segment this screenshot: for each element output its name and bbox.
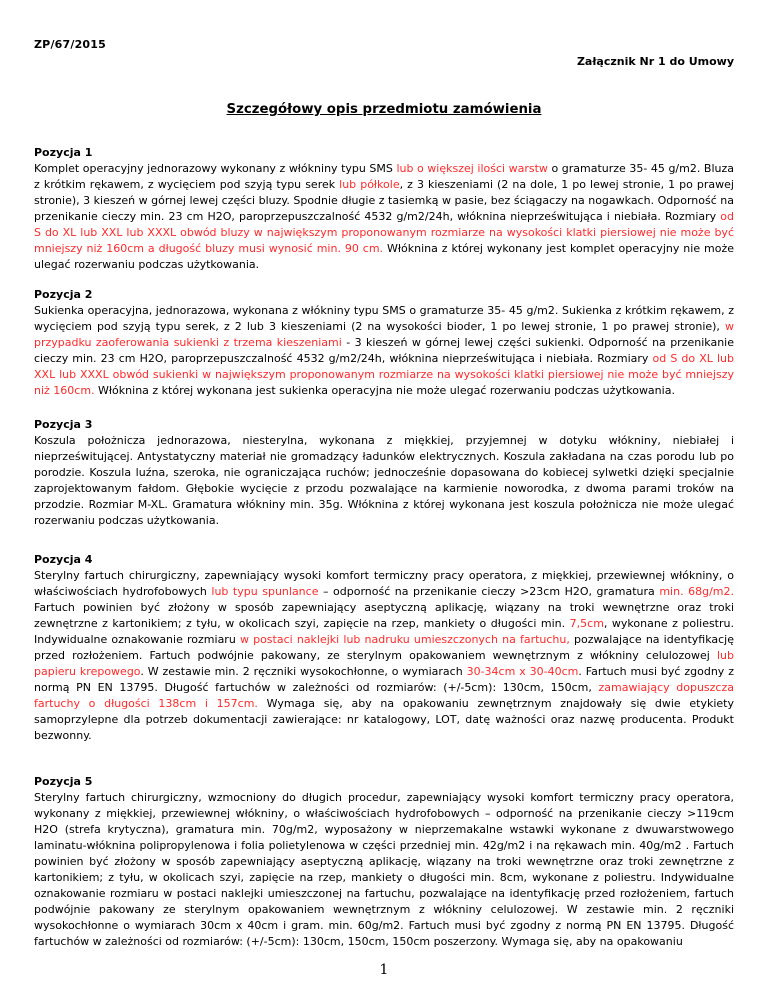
position-heading: Pozycja 3 bbox=[34, 418, 93, 431]
description-text: Sterylny fartuch chirurgiczny, wzmocniony do długich procedur, zapewniający wysoki komfort termiczny pracy operatora, wykonany z miękkiej, przewiewnej włókniny, o właściwościach hydrofobowych – odporność na przenikanie cieczy >119cm H2O (strefa krytyczna), gramatura min. 70g/m2, wyposażony w nieprzemakalne wstawki wykonane z dwuwarstwowego laminatu-włóknina polipropylenowa i folia polietylenowa w części przedniej min. 42g/m2 i na rękawach min. 40g/m2 . Fartuch powinien być złożony w sposób zapewniający aseptyczną aplikację, wiązany na troki wewnętrzne oraz troki zewnętrzne z kartonikiem; z tyłu, w okolicach szyi, zapięcie na rzep, mankiety o długości min. 8cm, wykonane z poliestru. Indywidualne oznakowanie rozmiaru w postaci naklejki umieszczonej na fartuchu, pozwalające na identyfikację przed rozłożeniem, fartuch podwójnie pakowany ze sterylnym opakowaniem wewnętrznym z włókniny celulozowej. W zestawie min. 2 ręczniki wysokochłonne o wymiarach 30cm x 40cm i gram. min. 60g/m2. Fartuch musi być zgodny z normą PN EN 13795. Długość fartuchów w zależności od rozmiarów: (+/-5cm): 130cm, 150cm, 150cm poszerzony. Wymaga się, aby na opakowaniu bbox=[34, 791, 734, 948]
highlighted-text: w postaci naklejki lub nadruku umieszczonych na fartuchu, bbox=[239, 633, 570, 646]
description-text: – odporność na przenikanie cieczy >23cm H2O, gramatura bbox=[318, 585, 660, 598]
highlighted-text: lub papieru krepowego bbox=[34, 649, 734, 678]
highlighted-text: min. 68g/m2. bbox=[659, 585, 734, 598]
annex-label: Załącznik Nr 1 do Umowy bbox=[576, 55, 734, 68]
document-page bbox=[34, 38, 734, 950]
section-spacer bbox=[34, 399, 734, 417]
position-heading: Pozycja 1 bbox=[34, 146, 93, 159]
position-heading: Pozycja 2 bbox=[34, 288, 93, 301]
section-spacer bbox=[34, 744, 734, 774]
position-section bbox=[34, 552, 734, 744]
description-text: - 3 kieszeń w górnej lewej części sukienki. Odporność na przenikanie cieczy min. 23 cm H2O, paroprzepuszczalność 4532 g/m2/24h, włóknina nieprześwitująca i niebiała. Rozmiary bbox=[34, 336, 734, 365]
description-text: . W zestawie min. 2 ręczniki wysokochłonne, o wymiarach bbox=[140, 665, 467, 678]
description-text: Włóknina z której wykonany jest komplet operacyjny nie może ulegać rozerwaniu podczas użytkowania. bbox=[34, 242, 734, 271]
highlighted-text: od S do XL lub XXL lub XXXL obwód sukienki w największym proponowanym rozmiarze na wysokości klatki piersiowej nie może być mniejszy niż 160cm. bbox=[34, 352, 735, 397]
position-section bbox=[34, 287, 734, 399]
position-heading: Pozycja 5 bbox=[34, 775, 93, 788]
highlighted-text: zamawiający dopuszcza fartuchy o długości 138cm i 157cm. bbox=[34, 681, 734, 710]
section-spacer bbox=[34, 273, 734, 287]
position-heading: Pozycja 4 bbox=[34, 553, 93, 566]
positions-list bbox=[34, 145, 734, 950]
position-description bbox=[34, 303, 734, 399]
highlighted-text: od S do XL lub XXL lub XXXL obwód bluzy w największym proponowanym rozmiarze na wysokości klatki piersiowej nie może być mniejszy niż 160cm a długość bluzy musi wynosić min. 90 cm. bbox=[34, 210, 734, 255]
description-text: Komplet operacyjny jednorazowy wykonany z włókniny typu SMS bbox=[34, 162, 397, 175]
description-text: Sukienka operacyjna, jednorazowa, wykonana z włókniny typu SMS o gramaturze 35- 45 g/m2. Sukienka z krótkim rękawem, z wycięciem pod szyją typu serek, z 2 lub 3 kieszeniami (2 na wysokości bioder, 1 po lewej stronie, 1 po prawej stronie), bbox=[34, 304, 734, 333]
position-description bbox=[34, 161, 734, 273]
description-text: o gramaturze 35- 45 g/m2. Bluza z krótkim rękawem, z wycięciem pod szyją typu serek bbox=[34, 162, 734, 191]
section-spacer bbox=[34, 529, 734, 552]
highlighted-text: w przypadku zaoferowania sukienki z trzema kieszeniami bbox=[34, 320, 734, 349]
page-title: Szczegółowy opis przedmiotu zamówienia bbox=[226, 102, 542, 117]
page-number: 1 bbox=[379, 962, 389, 978]
description-text: Wymaga się, aby na opakowaniu zewnętrznym znajdowały się dwie etykiety samoprzylepne dla potrzeb dokumentacji zawierające: nr katalogowy, LOT, datę ważności oraz nazwę producenta. Produkt bezwonny. bbox=[34, 697, 734, 742]
highlighted-text: 7,5cm bbox=[569, 617, 604, 630]
description-text: , z 3 kieszeniami (2 na dole, 1 po lewej stronie, 1 po prawej stronie), 3 kieszeń w górnej lewej części bluzy. Spodnie długie z tasiemką w pasie, bez ściągaczy na nogawkach. Odporność na przenikanie cieczy min. 23 cm H2O, paroprzepuszczalność 4532 g/m2/24h, włóknina nieprześwitująca i niebiała. Rozmiary bbox=[34, 178, 734, 223]
position-section bbox=[34, 774, 734, 950]
highlighted-text: lub półkole bbox=[339, 178, 400, 191]
position-description bbox=[34, 568, 734, 744]
document-id: ZP/67/2015 bbox=[34, 38, 106, 51]
highlighted-text: lub typu spunlance bbox=[211, 585, 319, 598]
description-text: Koszula położnicza jednorazowa, niesterylna, wykonana z miękkiej, przyjemnej w dotyku włókniny, niebiałej i nieprześwitującej. Antystatyczny materiał nie gromadzący ładunków elektrycznych. Koszula zakładana na czas porodu lub po porodzie. Koszula luźna, szeroka, nie ograniczająca ruchów; jednocześnie dopasowana do kobiecej sylwetki dzięki specjalnie zaprojektowanym fałdom. Głębokie wycięcie z przodu pozwalające na karmienie noworodka, z dwoma parami troków na przodzie. Rozmiar M-XL. Gramatura włókniny min. 35g. Włóknina z której wykonana jest koszula położnicza nie może ulegać rozerwaniu podczas użytkowania. bbox=[34, 434, 734, 527]
position-description bbox=[34, 433, 734, 529]
description-text: Fartuch powinien być złożony w sposób zapewniający aseptyczną aplikację, wiązany na troki wewnętrzne oraz troki zewnętrzne z kartonikiem; z tyłu, w okolicach szyi, zapięcie na rzep, mankiety o długości min. bbox=[34, 601, 734, 630]
description-text: Sterylny fartuch chirurgiczny, zapewniający wysoki komfort termiczny pracy operatora, z miękkiej, przewiewnej włókniny, o właściwościach hydrofobowych bbox=[34, 569, 734, 598]
highlighted-text: lub o większej ilości warstw bbox=[396, 162, 548, 175]
description-text: pozwalające na identyfikację przed rozłożeniem. Fartuch podwójnie pakowany, ze sterylnym opakowaniem wewnętrznym z włókniny celulozowej bbox=[34, 633, 735, 662]
position-description bbox=[34, 790, 734, 950]
position-section bbox=[34, 145, 734, 273]
position-section bbox=[34, 417, 734, 529]
highlighted-text: 30-34cm x 30-40cm bbox=[466, 665, 579, 678]
description-text: . Fartuch musi być zgodny z normą PN EN 13795. Długość fartuchów w zależności od rozmiarów: (+/-5cm): 130cm, 150cm, bbox=[34, 665, 734, 694]
description-text: Włóknina z której wykonana jest sukienka operacyjna nie może ulegać rozerwaniu podczas użytkowania. bbox=[94, 384, 675, 397]
description-text: , wykonane z poliestru. Indywidualne oznakowanie rozmiaru bbox=[34, 617, 734, 646]
